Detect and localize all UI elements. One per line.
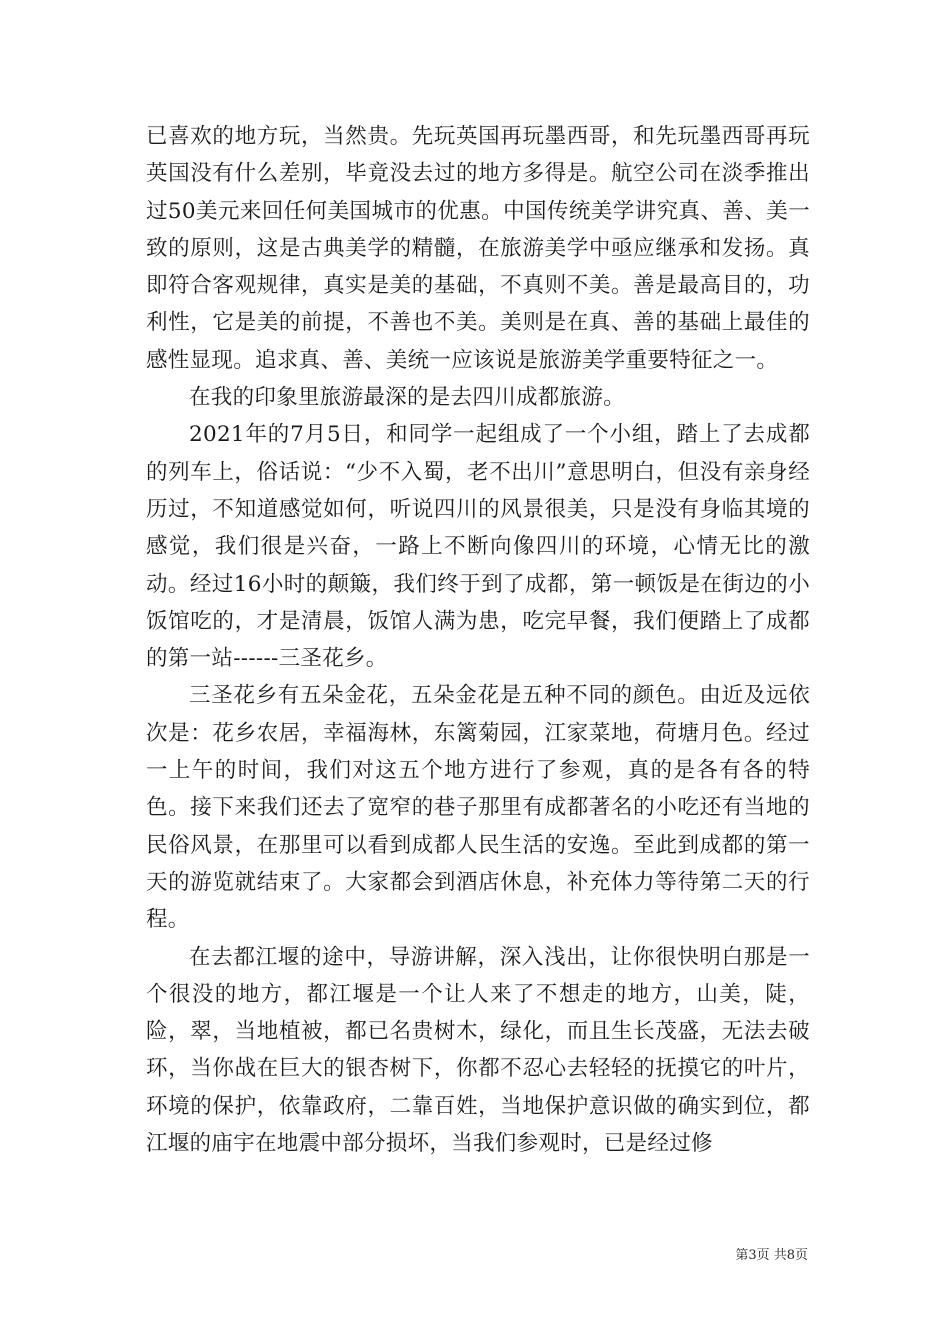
paragraph-trip-start: 2021年的7月5日，和同学一起组成了一个小组，踏上了去成都的列车上，俗话说：“少不入蜀，老不出川”意思明白，但没有亲身经历过，不知道感觉如何，听说四川的风景很美，只是没有身临其境的感觉，我们很是兴奋，一路上不断向像四川的环境，心情无比的激动。经过16小时的颠簸，我们终于到了成都，第一顿饭是在街边的小饭馆吃的，才是清晨，饭馆人满为患，吃完早餐，我们便踏上了成都的第一站------三圣花乡。 — [146, 422, 810, 672]
document-body — [146, 118, 810, 1162]
paragraph-continued: 已喜欢的地方玩，当然贵。先玩英国再玩墨西哥，和先玩墨西哥再玩英国没有什么差别，毕竟没去过的地方多得是。航空公司在淡季推出过50美元来回任何美国城市的优惠。中国传统美学讲究真、善、美一致的原则，这是古典美学的精髓，在旅游美学中亟应继承和发扬。真即符合客观规律，真实是美的基础，不真则不美。善是最高目的，功利性，它是美的前提，不善也不美。美则是在真、善的基础上最佳的感性显现。追求真、善、美统一应该说是旅游美学重要特征之一。 — [146, 124, 810, 373]
page-number-footer: 第3页 共8页 — [735, 1248, 808, 1263]
paragraph-dujiangyan: 在去都江堰的途中，导游讲解，深入浅出，让你很快明白那是一个很没的地方，都江堰是一个让人来了不想走的地方，山美，陡，险，翠，当地植被，都已名贵树木，绿化，而且生长茂盛，无法去破环，当你战在巨大的银杏树下，你都不忍心去轻轻的抚摸它的叶片，环境的保护，依靠政府，二靠百姓，当地保护意识做的确实到位，都江堰的庙宇在地震中部分损坏，当我们参观时，已是经过修 — [146, 944, 810, 1157]
paragraph-sansheng-huaxiang: 三圣花乡有五朵金花，五朵金花是五种不同的颜色。由近及远依次是：花乡农居，幸福海林，东篱菊园，江家菜地，荷塘月色。经过一上午的时间，我们对这五个地方进行了参观，真的是各有各的特色。接下来我们还去了宽窄的巷子那里有成都著名的小吃还有当地的民俗风景，在那里可以看到成都人民生活的安逸。至此到成都的第一天的游览就结束了。大家都会到酒店休息，补充体力等待第二天的行程。 — [146, 683, 810, 933]
paragraph-impression: 在我的印象里旅游最深的是去四川成都旅游。 — [189, 385, 626, 411]
